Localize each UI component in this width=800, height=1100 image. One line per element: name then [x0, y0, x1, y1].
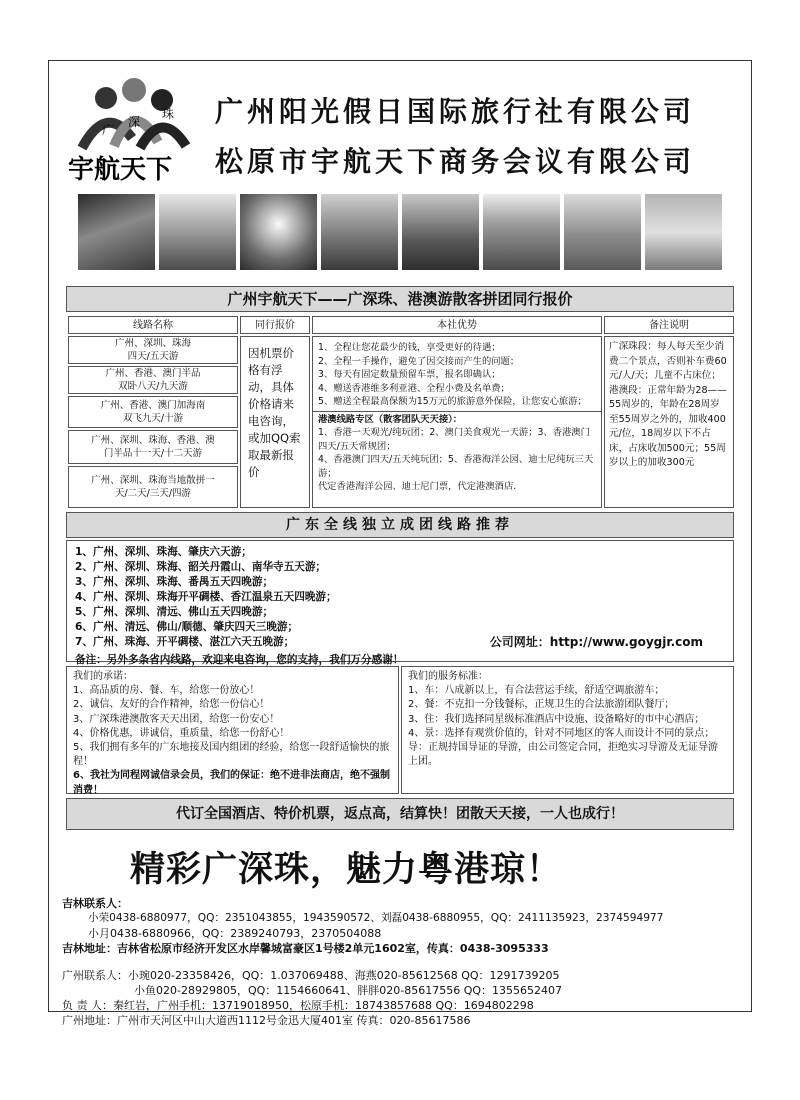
advantage-line-2: 2、全程一手操作，避免了因交接而产生的问题；	[318, 355, 520, 367]
jilin-contact-2: 小月0438-6880966，QQ：2389240793，2370504088	[88, 927, 382, 940]
promise-box	[66, 666, 399, 794]
recommend-line-6: 6、广州、清远、佛山/顺德、肇庆四天三晚游；	[75, 621, 299, 633]
promise-line-5: 5、我们拥有多年的广东地接及国内组团的经验，给您一段舒适愉快的旅程！	[73, 742, 390, 768]
price-note: 因机票价格有浮动，具体价格请来电咨询，或加QQ索取最新报价	[240, 336, 310, 508]
promise-line-3: 3、广深珠港澳散客天天出团，给您一份安心！	[73, 713, 280, 725]
promise-line-2: 2、诚信、友好的合作精神，给您一份信心！	[73, 699, 270, 711]
service-line-3: 3、住：我们选择同星级标准酒店中设施、设备略好的市中心酒店；	[408, 713, 705, 725]
route-row-1: 广州、深圳、珠海 四天/五天游	[68, 336, 238, 364]
recommend-line-3: 3、广州、深圳、珠海、番禺五天四晚游；	[75, 576, 274, 588]
service-box	[401, 666, 734, 794]
guangzhou-contact-1: 广州联系人：小琬020-23358426，QQ：1.037069488、海燕020-85612568 QQ：1291739205	[62, 969, 560, 982]
website-link[interactable]: http://www.goygjr.com	[549, 635, 703, 649]
recommend-line-4: 4、广州、深圳、珠海开平碉楼、香江温泉五天四晚游；	[75, 591, 337, 603]
logo-char-3: 珠	[162, 107, 175, 121]
advantage-line-3: 3、每天有固定数量预留车票，报名即确认；	[318, 369, 501, 380]
logo-text: 宇航天下	[68, 155, 173, 185]
photo-strip	[78, 194, 722, 270]
hk-line-2: 4、香港澳门四天/五天纯玩团；5、香港海洋公园、迪士尼纯玩三天游；	[318, 454, 594, 479]
slogan: 精彩广深珠，魅力粤港琼！	[130, 850, 563, 890]
advantage-line-1: 1、全程让您花最少的钱，享受更好的待遇；	[318, 342, 501, 353]
recommend-title: 广东全线独立成团线路推荐	[66, 512, 734, 538]
guangzhou-contact-2: 小鱼020-28929805，QQ：1154660641、胖胖020-85617556 QQ：1355652407	[134, 984, 563, 997]
service-line-4: 4、景：选择有观赏价值的，针对不同地区的客人而设计不同的景点；	[408, 727, 715, 739]
company-logo	[62, 68, 202, 186]
recommend-line-5: 5、广州、深圳、清远、佛山五天四晚游；	[75, 606, 274, 618]
recommend-box	[66, 540, 734, 666]
promise-line-1: 1、高品质的房、餐、车，给您一份放心！	[73, 685, 260, 697]
guangzhou-address: 广州地址：广州市天河区中山大道西1112号金迅大厦401室 传真：020-85617586	[62, 1014, 471, 1027]
route-row-4: 广州、深圳、珠海、香港、澳 门半品十一天/十二天游	[68, 430, 238, 464]
recommend-line-7: 7、广州、珠海、开平碉楼、湛江六天五晚游；	[75, 636, 295, 648]
recommend-remark: 备注：另外多条省内线路，欢迎来电咨询，您的支持，我们万分感谢！	[75, 654, 404, 666]
service-line-1: 1、车：八成新以上，有合法营运手续，舒适空调旅游车；	[408, 685, 665, 697]
col-advantage-header: 本社优势	[312, 316, 602, 334]
photo-river-village	[321, 194, 398, 270]
photo-sunrise-trees	[240, 194, 317, 270]
recommend-line-1: 1、广州、深圳、珠海、肇庆六天游；	[75, 546, 252, 558]
advantage-line-4: 4、赠送香港维多利亚港、全程小费及名单费；	[318, 382, 510, 394]
service-line-2: 2、餐：不克扣一分钱餐标，正规卫生的合法旅游团队餐厅；	[408, 699, 675, 711]
advantage-cell	[312, 336, 602, 508]
hk-line-1: 1、香港一天观光/纯玩团；2、澳门美食观光一天游；3、香港澳门四天/五天常规团；	[318, 427, 590, 452]
route-row-5: 广州、深圳、珠海当地散拼一 天/二天/三天/四游	[68, 466, 238, 508]
recommend-line-2: 2、广州、深圳、珠海、韶关丹霞山、南华寺五天游；	[75, 561, 327, 573]
logo-char-1: 广	[102, 123, 115, 137]
booking-bar: 代订全国酒店、特价机票，返点高，结算快！团散天天接，一人也成行！	[66, 798, 734, 830]
jilin-contact-label: 吉林联系人：	[62, 897, 128, 910]
service-title: 我们的服务标准：	[408, 671, 488, 682]
route-row-3: 广州、香港、澳门加海南 双飞九天/十游	[68, 396, 238, 428]
promise-line-6: 6、我社为同程网诚信录会员，我们的保证：绝不进非法商店，绝不强制消费！	[73, 770, 390, 796]
hk-line-3: 代定香港海洋公园、迪士尼门票，代定港澳酒店.	[318, 481, 517, 492]
jilin-address: 吉林地址：吉林省松原市经济开发区水岸馨城富豪区1号楼2单元1602室，传真：0438-3095333	[62, 942, 549, 955]
promise-line-4: 4、价格优惠，讲诚信，重质量，给您一份舒心！	[73, 727, 290, 739]
photo-karst-hills	[159, 194, 236, 270]
company-name-2: 松原市宇航天下商务会议有限公司	[215, 145, 696, 178]
hk-zone-title: 港澳线路专区（散客团队天天接）：	[318, 413, 463, 425]
photo-waterfall	[78, 194, 155, 270]
photo-beach-sunset	[645, 194, 722, 270]
route-row-2: 广州、香港、澳门半品 双卧八天/九天游	[68, 366, 238, 394]
quote-title: 广州宇航天下——广深珠、港澳游散客拼团同行报价	[66, 286, 734, 312]
service-line-5: 导：正规持国导证的导游，由公司签定合同，拒绝实习导游及无证导游上团。	[408, 742, 718, 768]
photo-city-skyline	[483, 194, 560, 270]
manager-contact: 负 责 人：秦红岩，广州手机：13719018950，松原手机：18743857688 QQ：1694802298	[62, 999, 534, 1012]
notes-cell: 广深珠段：每人每天至少消费二个景点，否则补车费60元/人/天；儿童不占床位；港澳段：正常年龄为28——55周岁的，年龄在28周岁至55周岁之外的，加收400元/位，18周岁以下不占床，占床收加500元；55周岁以上的加收300元	[604, 336, 734, 508]
photo-harbour-view	[402, 194, 479, 270]
company-name-1: 广州阳光假日国际旅行社有限公司	[215, 95, 696, 128]
website-label: 公司网址：	[489, 635, 550, 649]
jilin-contact-1: 小荣0438-6880977，QQ：2351043855，1943590572、刘磊0438-6880955，QQ：2411135923，2374594977	[88, 912, 664, 924]
col-price-header: 同行报价	[240, 316, 310, 334]
promise-title: 我们的承诺：	[73, 671, 133, 682]
photo-beach-boat	[564, 194, 641, 270]
col-route-header: 线路名称	[68, 316, 238, 334]
advantage-line-5: 5、赠送全程最高保额为15万元的旅游意外保险，让您安心旅游；	[318, 396, 587, 407]
logo-char-2: 深	[128, 115, 141, 129]
col-notes-header: 备注说明	[604, 316, 734, 334]
